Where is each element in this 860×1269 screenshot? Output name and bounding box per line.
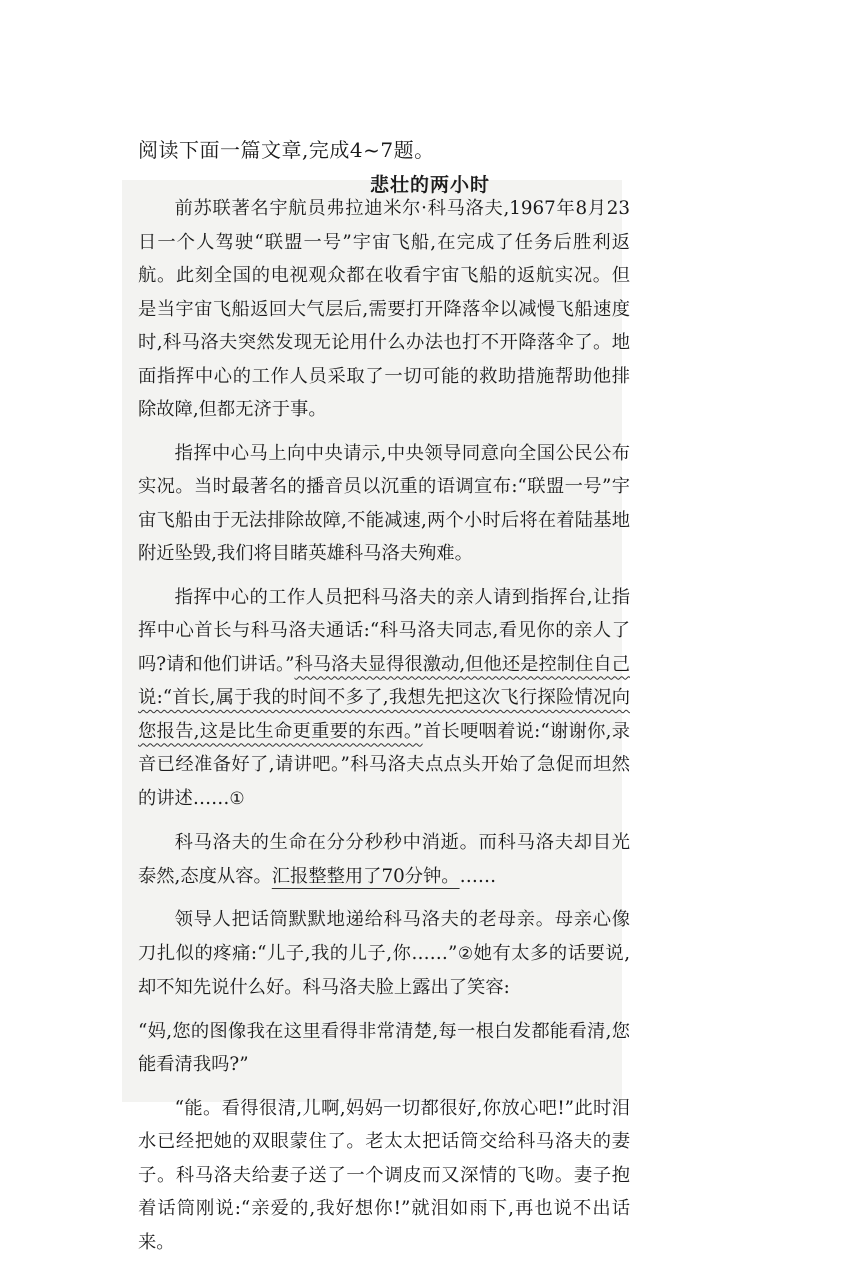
paragraph-1: 前苏联著名宇航员弗拉迪米尔·科马洛夫,1967年8月23日一个人驾驶“联盟一号”宇宙飞船,在完成了任务后胜利返航。此刻全国的电视观众都在收看宇宙飞船的返航实况。但是当宇宙飞船返回大气层后,需要打开降落伞以减慢飞船速度时,科马洛夫突然发现无论用什么办法也打不开降落伞了。地面指挥中心的工作人员采取了一切可能的救助措施帮助他排除故障,但都无济于事。 xyxy=(138,198,630,420)
paragraph-4-tail: …… xyxy=(459,865,497,887)
paragraph-2: 指挥中心马上向中央请示,中央领导同意向全国公民公布实况。当时最著名的播音员以沉重的语调宣布:“联盟一号”宇宙飞船由于无法排除故障,不能减速,两个小时后将在着陆基地附近坠毁,我们将目睹英雄科马洛夫殉难。 xyxy=(138,442,630,564)
article-body xyxy=(138,192,630,1269)
paragraph-3-tail: 首长哽咽着说:“谢谢你,录音已经准备好了,请讲吧。”科马洛夫点点头开始了急促而坦然的讲述…… xyxy=(138,720,630,809)
paragraph-3-text: 指挥中心的工作人员把科马洛夫的亲人请到指挥台,让指挥中心首长与科马洛夫通话:“科马洛夫同志,看见你的亲人了吗?请和他们讲话。” xyxy=(138,586,630,675)
paragraph-5-quote: “妈,您的图像我在这里看得非常清楚,每一根白发都能看清,您能看清我吗?” xyxy=(138,1020,630,1075)
paragraph-5 xyxy=(138,903,630,1005)
circled-number-2: ② xyxy=(457,943,474,964)
paragraph-4 xyxy=(138,826,630,893)
circled-number-1: ① xyxy=(229,788,245,809)
paragraph-6: “能。看得很清,儿啊,妈妈一切都很好,你放心吧!”此时泪水已经把她的双眼蒙住了。老太太把话筒交给科马洛夫的妻子。科马洛夫给妻子送了一个调皮而又深情的飞吻。妻子抱着话筒刚说:“亲爱的,我好想你!”就泪如雨下,再也说不出话来。 xyxy=(138,1097,630,1253)
article-title: 悲壮的两小时 xyxy=(369,174,490,196)
paragraph-4-text: 科马洛夫的生命在分分秒秒中消逝。而科马洛夫却目光泰然,态度从容。 xyxy=(138,832,630,887)
paragraph-5-tail: 她有太多的话要说,却不知先说什么好。科马洛夫脸上露出了笑容: xyxy=(138,942,631,998)
paragraph-5-text: 领导人把话筒默默地递给科马洛夫的老母亲。母亲心像刀扎似的疼痛:“儿子,我的儿子,你……” xyxy=(138,909,630,964)
underlined-sentence: 汇报整整用了70分钟。 xyxy=(271,865,460,887)
paragraph-3 xyxy=(138,581,630,817)
reading-instruction: 阅读下面一篇文章,完成4~7题。 xyxy=(138,138,435,162)
wavy-underlined-sentence: 科马洛夫显得很激动,但他还是控制住自己说:“首长,属于我的时间不多了,我想先把这次飞行探险情况向您报告,这是比生命更重要的东西。” xyxy=(138,653,630,742)
